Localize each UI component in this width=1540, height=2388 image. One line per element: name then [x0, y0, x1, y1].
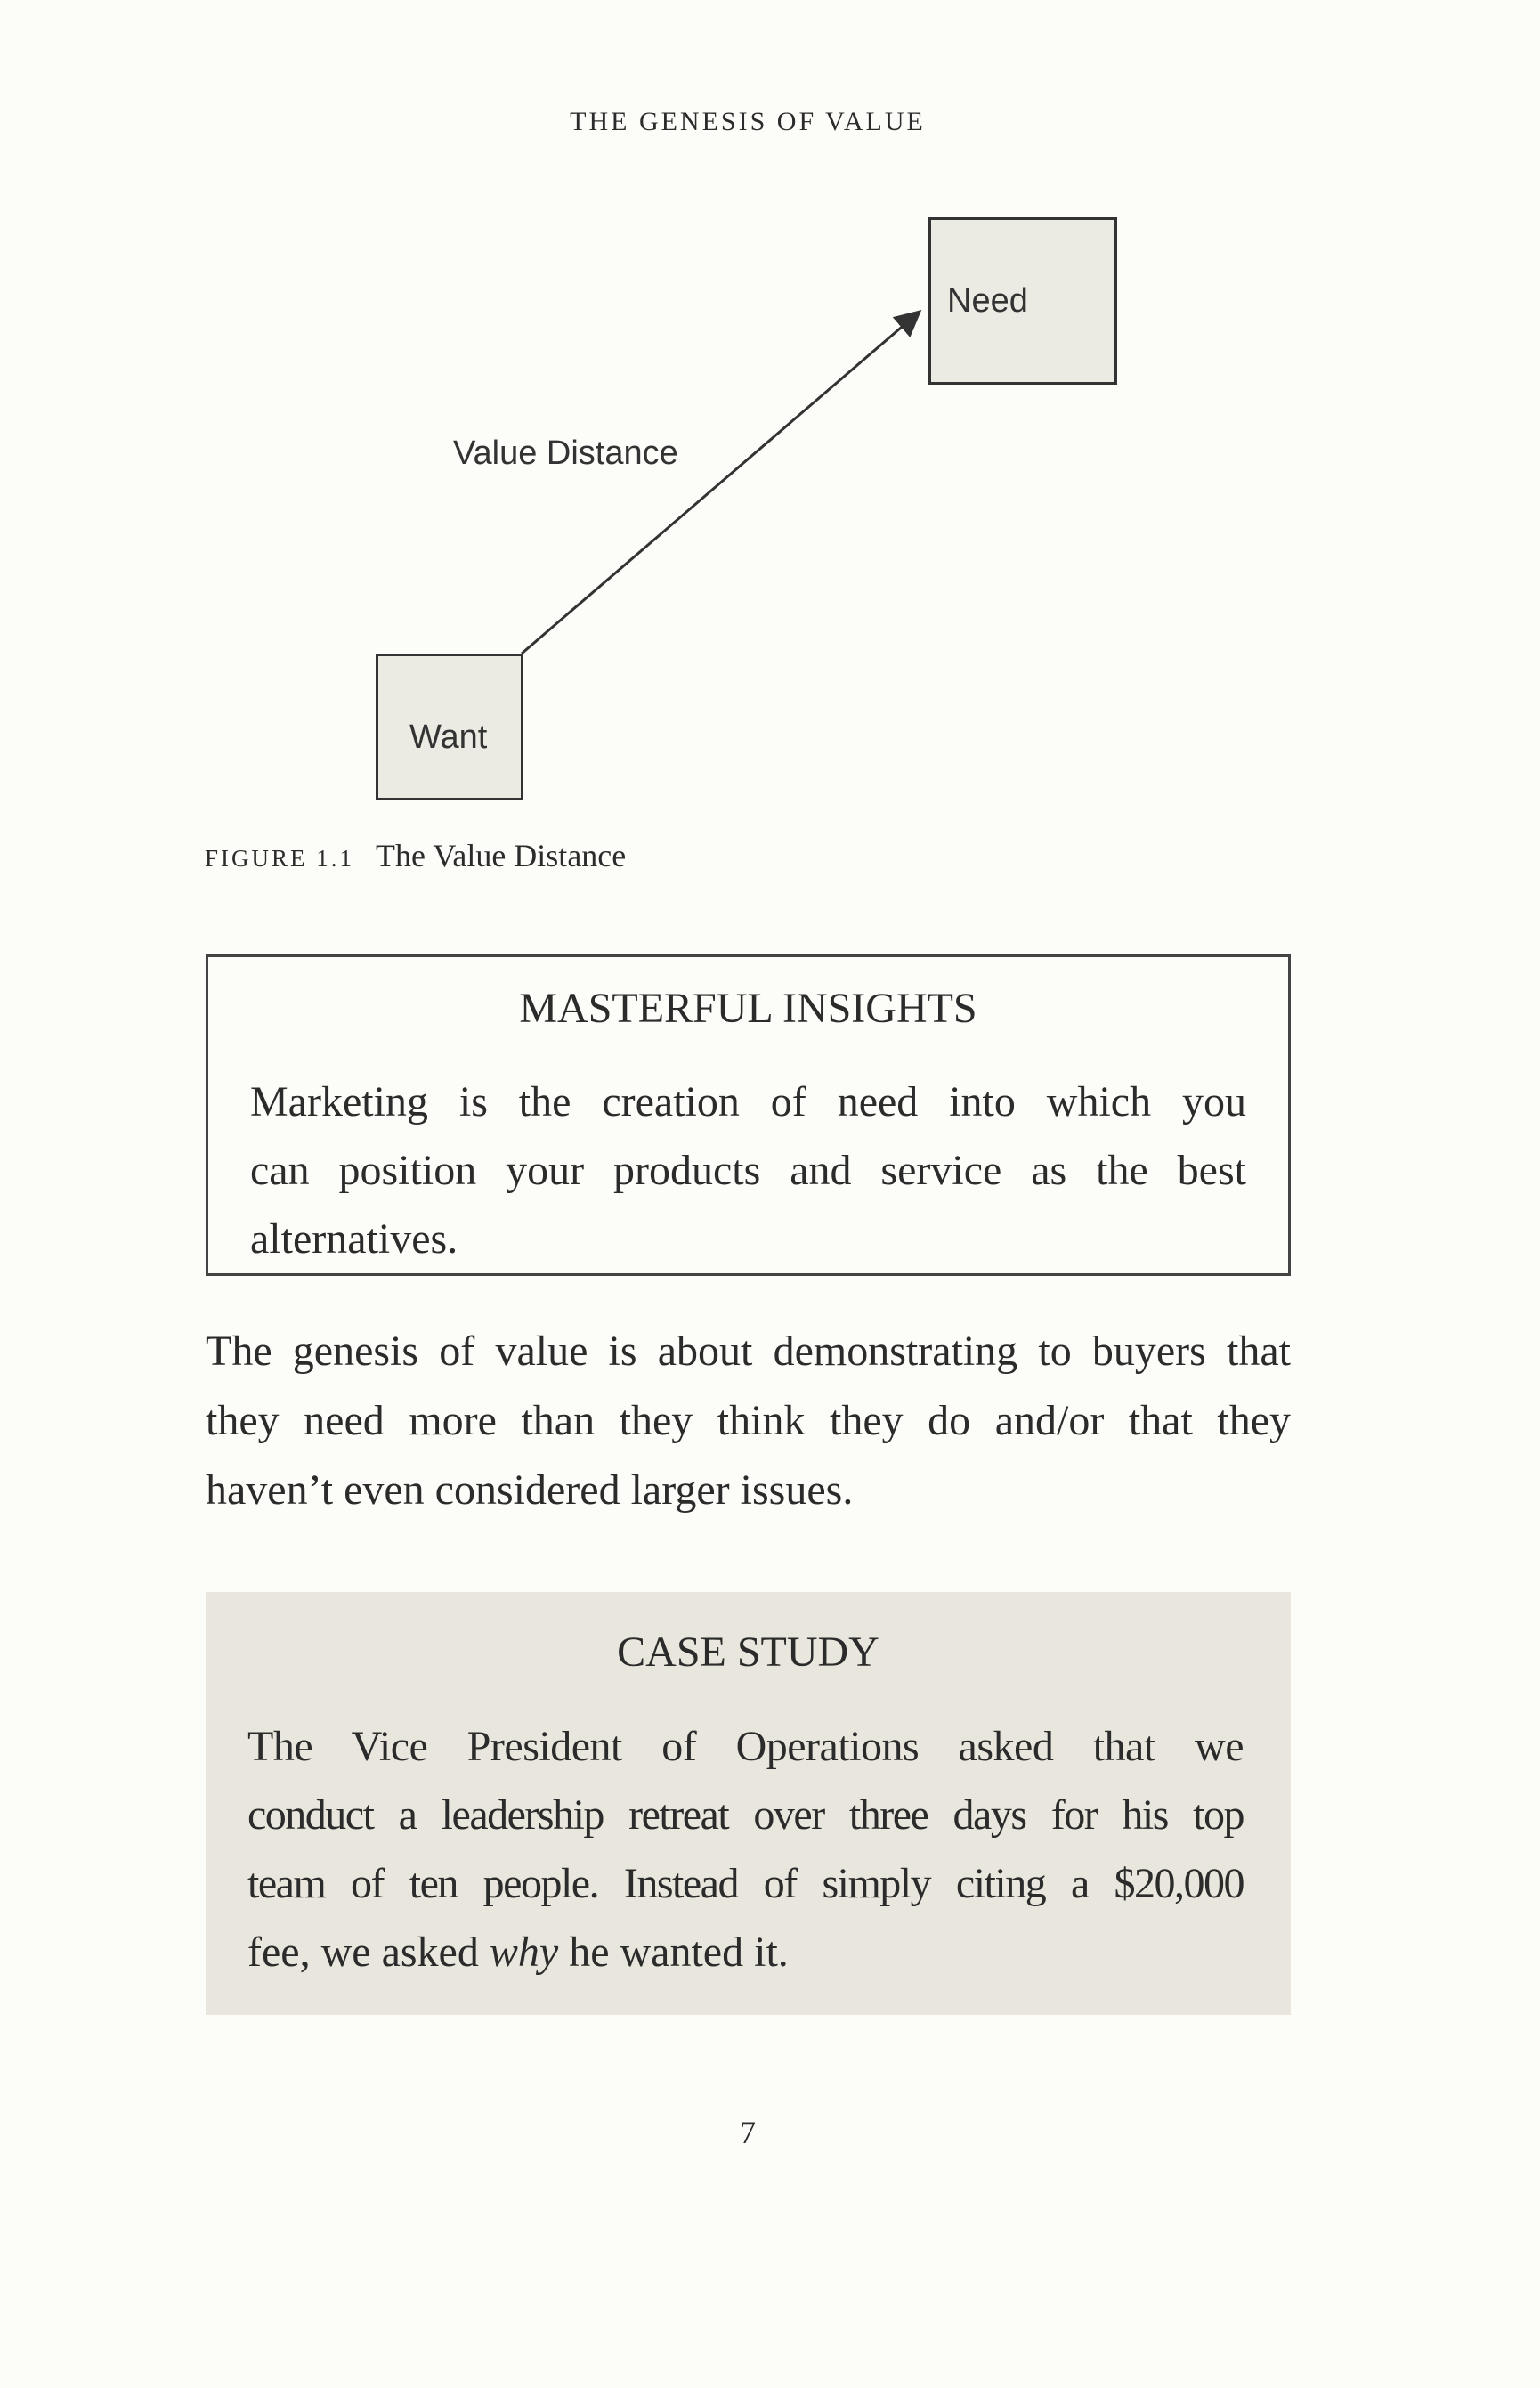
case-study-line: conduct a leadership retreat over three days for his top	[247, 1791, 1244, 1839]
value-distance-label: Value Distance	[453, 435, 678, 472]
running-header: THE GENESIS OF VALUE	[570, 107, 926, 136]
page-number: 7	[740, 2115, 756, 2150]
insight-title: MASTERFUL INSIGHTS	[519, 985, 977, 1032]
insight-line: can position your products and service as the best	[250, 1147, 1246, 1194]
value-distance-arrow	[522, 312, 920, 654]
figure-caption	[205, 837, 626, 874]
body-line: The genesis of value is about demonstrating to buyers that	[206, 1328, 1291, 1375]
value-distance-figure	[0, 0, 1540, 890]
masterful-insights-box	[206, 954, 1291, 1276]
text: he wanted it.	[558, 1929, 789, 1976]
case-study-line: team of ten people. Instead of simply citing a $20,000	[247, 1860, 1244, 1907]
need-box	[928, 217, 1117, 385]
text: fee, we asked	[247, 1929, 490, 1976]
want-label: Want	[409, 719, 488, 756]
case-study-line	[247, 1928, 1244, 1977]
case-study-title: CASE STUDY	[617, 1629, 879, 1676]
insight-line: alternatives.	[250, 1215, 458, 1263]
body-line: they need more than they think they do and/or that they	[206, 1397, 1291, 1444]
case-study-line: The Vice President of Operations asked that we	[247, 1723, 1244, 1770]
insight-line: Marketing is the creation of need into which you	[250, 1078, 1246, 1125]
case-study-box	[206, 1592, 1291, 2015]
want-box	[376, 654, 523, 800]
body-line: haven’t even considered larger issues.	[206, 1466, 854, 1514]
need-label: Need	[947, 282, 1028, 320]
figure-number: FIGURE 1.1	[205, 845, 355, 872]
emphasis: why	[489, 1929, 559, 1976]
figure-caption-text: The Value Distance	[376, 838, 627, 873]
